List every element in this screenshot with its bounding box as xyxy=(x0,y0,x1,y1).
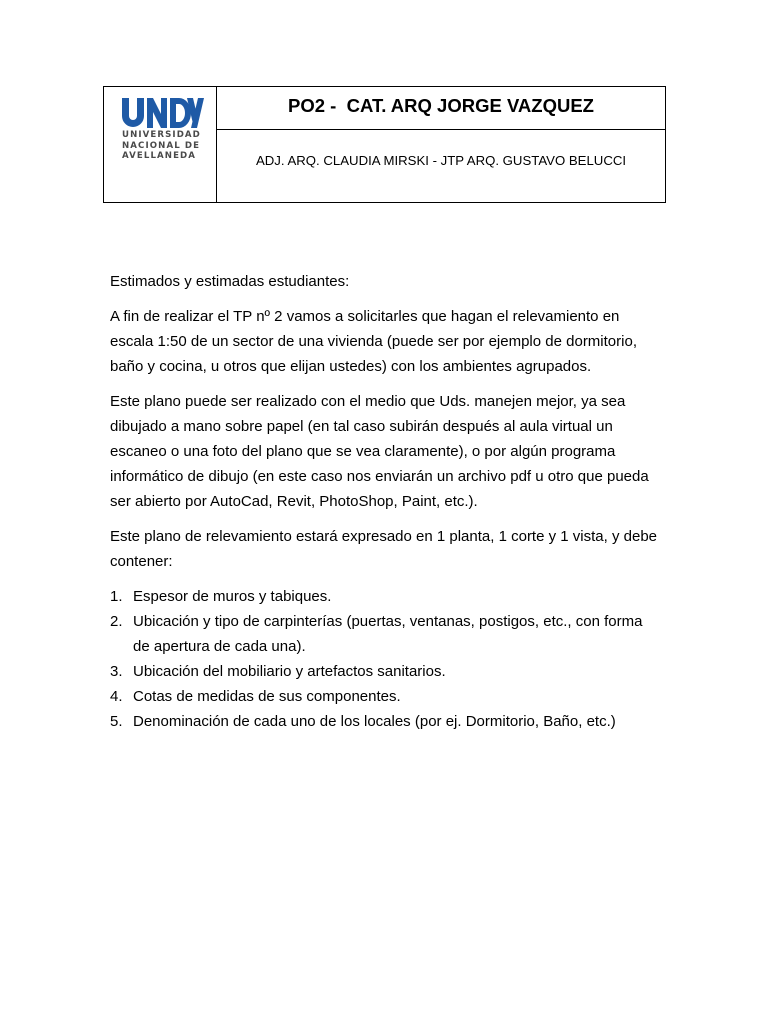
list-text: Ubicación y tipo de carpinterías (puertas, ventanas, postigos, etc., con forma de apertura de cada una). xyxy=(133,613,643,655)
list-number: 1. xyxy=(110,588,123,605)
list-item xyxy=(110,684,658,709)
list-number: 3. xyxy=(110,663,123,680)
list-text: Denominación de cada uno de los locales (por ej. Dormitorio, Baño, etc.) xyxy=(133,713,616,730)
document-body xyxy=(110,269,658,734)
list-item xyxy=(110,609,658,659)
list-item xyxy=(110,659,658,684)
greeting: Estimados y estimadas estudiantes: xyxy=(110,273,350,290)
list-text: Ubicación del mobiliario y artefactos sanitarios. xyxy=(133,663,446,680)
list-number: 4. xyxy=(110,688,123,705)
list-item xyxy=(110,584,658,609)
undav-logo xyxy=(121,97,207,129)
list-text: Cotas de medidas de sus componentes. xyxy=(133,688,401,705)
university-line: UNIVERSIDAD xyxy=(122,130,201,140)
header-table xyxy=(103,86,666,203)
paragraph: Este plano de relevamiento estará expresado en 1 planta, 1 corte y 1 vista, y debe contener: xyxy=(110,528,658,570)
paragraph: A fin de realizar el TP nº 2 vamos a solicitarles que hagan el relevamiento en escala 1:50 de un sector de una vivienda (puede ser por ejemplo de dormitorio, baño y cocina, u otros que elijan ustedes) con los ambientes agrupados. xyxy=(110,308,637,375)
list-item xyxy=(110,709,658,734)
list-text: Espesor de muros y tabiques. xyxy=(133,588,332,605)
logo-cell xyxy=(104,87,217,202)
university-line: NACIONAL DE xyxy=(122,140,201,151)
list-number: 2. xyxy=(110,613,123,630)
staff-line: ADJ. ARQ. CLAUDIA MIRSKI - JTP ARQ. GUSTAVO BELUCCI xyxy=(255,153,627,168)
list-number: 5. xyxy=(110,713,123,730)
university-line: AVELLANEDA xyxy=(122,151,197,161)
paragraph: Este plano puede ser realizado con el medio que Uds. manejen mejor, ya sea dibujado a mano sobre papel (en tal caso subirán después al aula virtual un escaneo o una foto del plano que se vea claramente), o por algún programa informático de dibujo (en este caso nos enviarán un archivo pdf u otro que pueda ser abierto por AutoCad, Revit, PhotoShop, Paint, etc.). xyxy=(110,393,649,510)
university-name xyxy=(122,130,214,162)
document-title: PO2 - CAT. ARQ JORGE VAZQUEZ xyxy=(217,87,665,130)
requirements-list xyxy=(110,584,658,734)
